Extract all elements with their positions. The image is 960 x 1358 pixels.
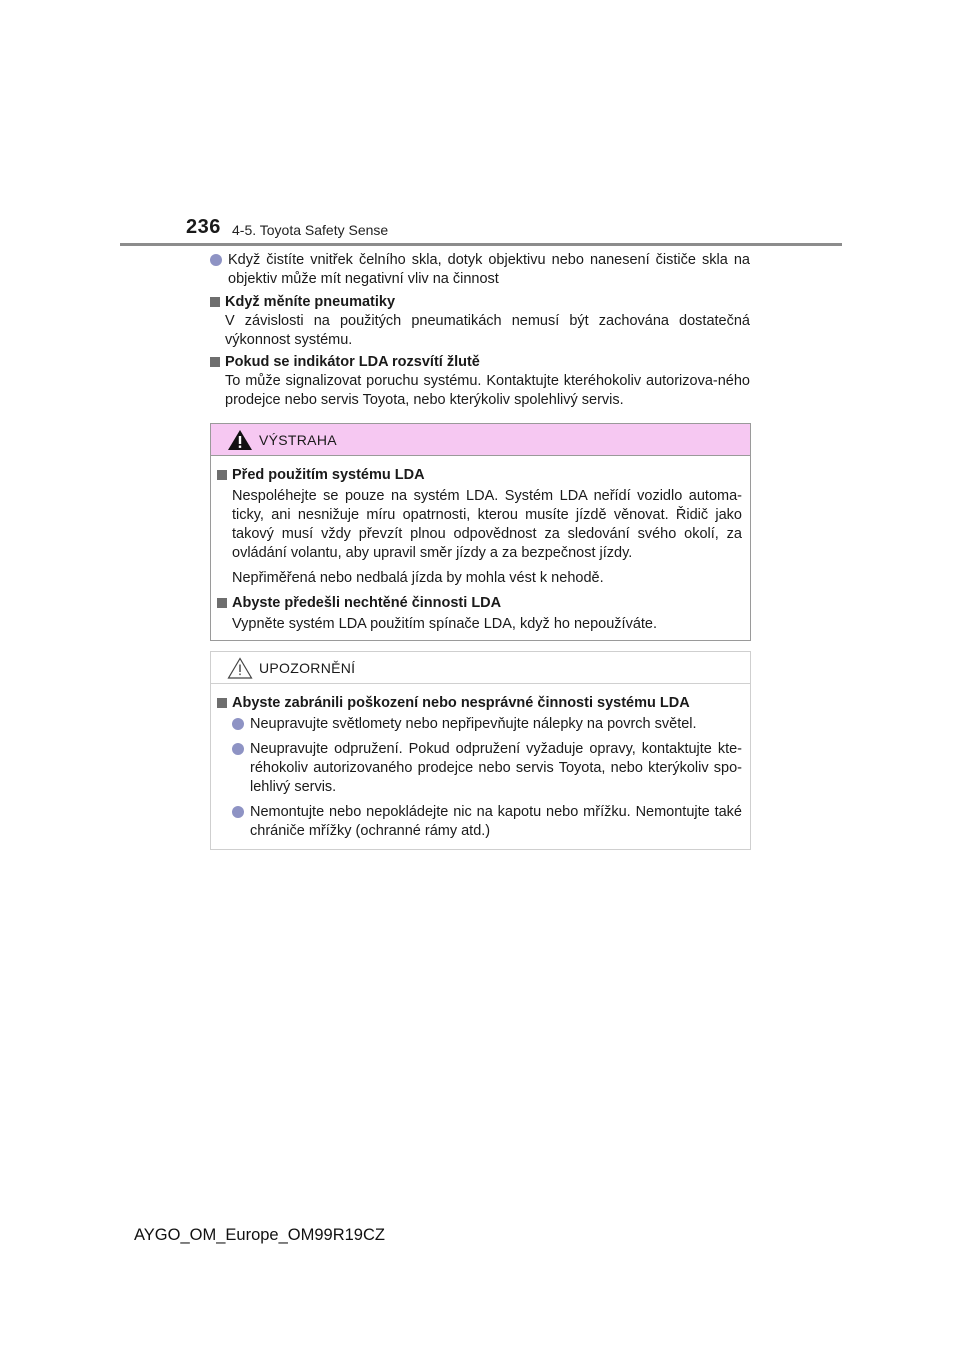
document-code: AYGO_OM_Europe_OM99R19CZ <box>134 1226 385 1244</box>
list-item <box>210 251 750 289</box>
section-heading-text: Když měníte pneumatiky <box>225 294 396 310</box>
section-paragraph: V závislosti na použitých pneumatikách nemusí být zachována dostatečná výkonnost systému. <box>225 313 750 348</box>
square-bullet-icon <box>217 470 227 480</box>
warning-heading <box>217 466 742 485</box>
square-bullet-icon <box>217 698 227 708</box>
list-item <box>217 715 742 734</box>
warning-paragraph: Nespoléhejte se pouze na systém LDA. Systém LDA neřídí vozidlo automa-ticky, ani nesnižuje míru opatrnosti, kterou musíte jízdě věnovat. Řidič jako takový musí vždy převzít plnou odpovědnost za sledování svého okolí, za ovládání volantu, aby upravil směr jízdy a za bezpečnost jízdy. <box>232 488 742 561</box>
bullet-dot-icon <box>232 743 244 755</box>
section-heading-text: Pokud se indikátor LDA rozsvítí žlutě <box>225 354 480 370</box>
caution-header <box>211 652 750 684</box>
warning-heading-text: Před použitím systému LDA <box>232 467 425 483</box>
section-paragraph: To může signalizovat poruchu systému. Kontaktujte kteréhokoliv autorizova-ného prodejce nebo servis Toyota, nebo kterýkoliv spolehlivý servis. <box>225 373 750 408</box>
list-item <box>217 740 742 797</box>
bullet-text: Když čistíte vnitřek čelního skla, dotyk objektivu nebo nanesení čističe skla na objektiv může mít negativní vliv na činnost <box>228 252 750 287</box>
caution-heading <box>217 694 742 713</box>
section-heading <box>210 353 750 372</box>
bullet-text: Nemontujte nebo nepokládejte nic na kapotu nebo mřížku. Nemontujte také chrániče mřížky (ochranné rámy atd.) <box>250 804 742 839</box>
bullet-text: Neupravujte odpružení. Pokud odpružení vyžaduje opravy, kontaktujte kte-réhokoliv autorizovaného prodejce nebo servis Toyota, nebo kterýkoliv spo-lehlivý servis. <box>250 741 742 795</box>
bullet-dot-icon <box>232 806 244 818</box>
warning-title: VÝSTRAHA <box>259 431 337 448</box>
list-item <box>217 803 742 841</box>
square-bullet-icon <box>217 598 227 608</box>
bullet-text: Neupravujte světlomety nebo nepřipevňujte nálepky na povrch světel. <box>250 716 697 732</box>
page-number: 236 <box>186 216 221 238</box>
warning-heading <box>217 594 742 613</box>
warning-box <box>210 423 751 641</box>
warning-triangle-icon <box>227 429 253 451</box>
warning-header <box>211 424 750 456</box>
square-bullet-icon <box>210 297 220 307</box>
caution-title: UPOZORNĚNÍ <box>259 659 356 676</box>
warning-heading-text: Abyste předešli nechtěné činnosti LDA <box>232 595 502 611</box>
main-content <box>210 251 750 412</box>
square-bullet-icon <box>210 357 220 367</box>
header-rule <box>120 243 842 246</box>
caution-triangle-icon <box>227 657 253 679</box>
warning-paragraph: Vypněte systém LDA použitím spínače LDA, když ho nepoužíváte. <box>232 616 658 632</box>
caution-box <box>210 651 751 850</box>
caution-heading-text: Abyste zabránili poškození nebo nesprávné činnosti systému LDA <box>232 695 690 711</box>
section-title: 4-5. Toyota Safety Sense <box>232 222 389 238</box>
section-heading <box>210 293 750 312</box>
warning-paragraph: Nepřiměřená nebo nedbalá jízda by mohla vést k nehodě. <box>232 570 604 586</box>
caution-body <box>211 684 750 857</box>
bullet-dot-icon <box>210 254 222 266</box>
bullet-dot-icon <box>232 718 244 730</box>
warning-body <box>211 456 750 650</box>
